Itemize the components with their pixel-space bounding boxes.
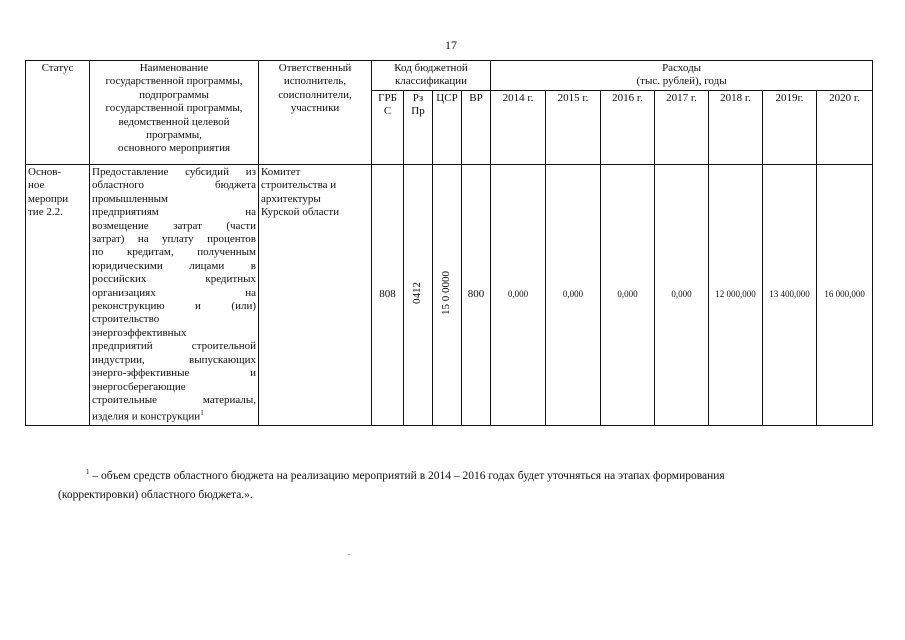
- header-budget-code-line: Код бюджетной: [394, 62, 468, 74]
- vr-cell: 800: [462, 165, 491, 426]
- header-responsible-line: Ответственный: [278, 62, 352, 74]
- name-line: организациях на: [92, 286, 256, 299]
- header-csr: ЦСР: [433, 91, 462, 165]
- name-line: реконструкцию и (или): [92, 300, 256, 313]
- csr-value: 15 0 0000: [440, 270, 453, 315]
- footnote-mark: 1: [86, 468, 90, 476]
- footnote-text-1: – объем средств областного бюджета на реализацию мероприятий в 2014 – 2016 годах будет уточняться на этапах формирования: [89, 469, 725, 482]
- page-number: 17: [445, 38, 457, 52]
- header-year: 2015 г.: [546, 91, 601, 165]
- header-year: 2019г.: [763, 91, 817, 165]
- header-responsible-line: соисполнители,: [278, 88, 352, 101]
- header-responsible-line: исполнитель,: [283, 75, 347, 88]
- header-year: 2017 г.: [655, 91, 709, 165]
- responsible-line: архитектуры: [261, 192, 321, 205]
- footnote: [58, 463, 858, 505]
- name-line: промышленным: [92, 192, 168, 205]
- responsible-line: Комитет: [261, 166, 301, 178]
- expense-2016: 0,000: [601, 165, 655, 426]
- header-rzpr-line: Рз: [412, 92, 424, 104]
- footnote-reference: 1: [200, 409, 204, 418]
- responsible-cell: [259, 165, 372, 426]
- responsible-line: строительства и: [261, 179, 337, 192]
- name-line: строительные материалы,: [92, 393, 256, 406]
- header-expenses-line: (тыс. рублей), годы: [636, 75, 727, 88]
- name-line: по кредитам, полученным: [92, 246, 256, 259]
- expense-2015: 0,000: [546, 165, 601, 426]
- header-name-line: подпрограммы: [139, 88, 209, 101]
- header-year: 2014 г.: [491, 91, 546, 165]
- header-grbs: [372, 91, 404, 165]
- name-line: энерго-эффективные и: [92, 367, 256, 380]
- table-row: [26, 165, 873, 426]
- name-cell: [90, 165, 259, 426]
- header-expenses-line: Расходы: [662, 62, 702, 74]
- rzpr-value: 0412: [411, 281, 424, 304]
- header-budget-code-line: классификации: [394, 75, 468, 88]
- header-year: 2020 г.: [817, 91, 873, 165]
- status-line: Основ-: [28, 166, 62, 178]
- name-line: энергосберегающие: [92, 380, 186, 393]
- status-line: меропри: [28, 192, 69, 205]
- name-last-text: изделия и конструкции: [92, 410, 201, 423]
- budget-table: [25, 60, 873, 426]
- rzpr-cell: [404, 165, 433, 426]
- name-line: Предоставление субсидий из: [92, 166, 256, 178]
- header-year: 2016 г.: [601, 91, 655, 165]
- header-name-line: основного мероприятия: [117, 142, 231, 155]
- header-year: 2018 г.: [709, 91, 763, 165]
- expense-2017: 0,000: [655, 165, 709, 426]
- header-row-1: [26, 61, 873, 91]
- name-line: строительство: [92, 313, 160, 326]
- header-name-line: программы,: [146, 129, 202, 142]
- status-line: тие 2.2.: [28, 206, 63, 219]
- header-rzpr-line: Пр: [411, 105, 425, 118]
- header-responsible-line: участники: [290, 102, 340, 115]
- header-name-line: государственной программы,: [105, 75, 243, 88]
- name-line: областного бюджета: [92, 179, 256, 192]
- name-line: энергоэффективных: [92, 326, 187, 339]
- name-line: юридическими лицами в: [92, 259, 256, 272]
- header-responsible: [259, 61, 372, 165]
- name-line: [92, 407, 256, 424]
- header-expenses: [491, 61, 873, 91]
- expense-2018: 12 000,000: [709, 165, 763, 426]
- scan-speck: [348, 554, 350, 555]
- status-line: ное: [28, 179, 45, 192]
- grbs-cell: 808: [372, 165, 404, 426]
- header-name: [90, 61, 259, 165]
- header-grbs-line: С: [383, 105, 392, 118]
- name-line: затрат) на уплату процентов: [92, 233, 256, 246]
- name-line: российских кредитных: [92, 273, 256, 286]
- name-line: предприятиям на: [92, 206, 256, 219]
- header-name-line: ведомственной целевой: [118, 115, 230, 128]
- footnote-line-1: [58, 463, 858, 486]
- footnote-line-2: (корректировки) областного бюджета.».: [58, 488, 253, 501]
- responsible-line: Курской области: [261, 206, 340, 219]
- header-rzpr: [404, 91, 433, 165]
- header-vr: ВР: [462, 91, 491, 165]
- header-status: Статус: [26, 61, 90, 165]
- status-cell: [26, 165, 90, 426]
- header-grbs-line: ГРБ: [378, 92, 397, 104]
- expense-2020: 16 000,000: [817, 165, 873, 426]
- expense-2019: 13 400,000: [763, 165, 817, 426]
- header-budget-code: [372, 61, 491, 91]
- header-name-line: Наименование: [139, 62, 209, 74]
- name-line: индустрии, выпускающих: [92, 353, 256, 366]
- name-line: возмещение затрат (части: [92, 219, 256, 232]
- name-line: предприятий строительной: [92, 340, 256, 353]
- expense-2014: 0,000: [491, 165, 546, 426]
- header-name-line: государственной программы,: [105, 102, 243, 115]
- csr-cell: [433, 165, 462, 426]
